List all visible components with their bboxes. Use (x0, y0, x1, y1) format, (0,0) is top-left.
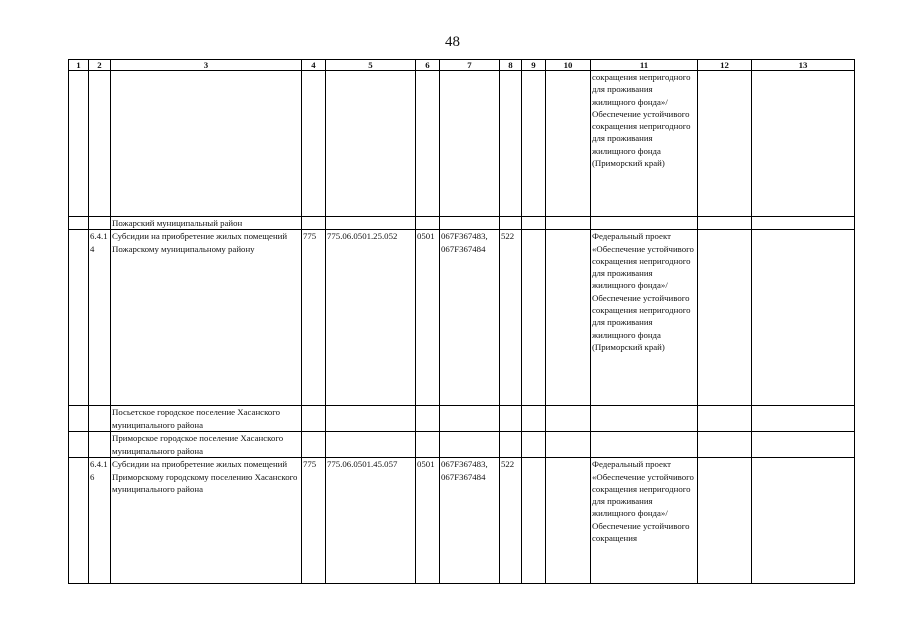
cell (522, 458, 546, 584)
cell (440, 217, 500, 230)
cell (69, 458, 89, 584)
cell (752, 458, 855, 584)
cell (302, 217, 326, 230)
cell (752, 432, 855, 458)
cell (591, 406, 698, 432)
cell (89, 217, 111, 230)
cell (89, 71, 111, 217)
cell: Федеральный проект «Обеспечение устойчивого сокращения непригодного для проживания жилищного фонда»/Обеспечение устойчивого сокращения (591, 458, 698, 584)
cell (69, 217, 89, 230)
cell (698, 458, 752, 584)
cell (89, 432, 111, 458)
cell: 0501 (416, 230, 440, 406)
cell: 775.06.0501.25.052 (326, 230, 416, 406)
cell (302, 406, 326, 432)
table-row (69, 230, 855, 406)
cell: 775 (302, 230, 326, 406)
cell (698, 71, 752, 217)
column-header: 8 (500, 60, 522, 71)
cell: 522 (500, 458, 522, 584)
column-header: 3 (111, 60, 302, 71)
cell (522, 71, 546, 217)
cell: 067F367483, 067F367484 (440, 230, 500, 406)
cell (522, 406, 546, 432)
cell (440, 71, 500, 217)
cell (111, 71, 302, 217)
cell: 775.06.0501.45.057 (326, 458, 416, 584)
cell (416, 406, 440, 432)
cell (416, 432, 440, 458)
cell (416, 217, 440, 230)
cell (326, 406, 416, 432)
cell: 775 (302, 458, 326, 584)
cell (302, 432, 326, 458)
cell: Посьетское городское поселение Хасанского муниципального района (111, 406, 302, 432)
cell (752, 406, 855, 432)
cell (500, 217, 522, 230)
cell (69, 230, 89, 406)
table-row (69, 432, 855, 458)
cell: 067F367483, 067F367484 (440, 458, 500, 584)
column-header: 7 (440, 60, 500, 71)
cell (326, 432, 416, 458)
cell (69, 71, 89, 217)
table-row (69, 71, 855, 217)
cell (546, 71, 591, 217)
cell (546, 217, 591, 230)
table-row (69, 406, 855, 432)
column-header: 13 (752, 60, 855, 71)
cell: Субсидии на приобретение жилых помещений Приморскому городскому поселению Хасанского муниципального района (111, 458, 302, 584)
cell (546, 432, 591, 458)
cell (69, 406, 89, 432)
header-row (69, 60, 855, 71)
cell (500, 71, 522, 217)
cell (326, 71, 416, 217)
cell (522, 432, 546, 458)
cell (752, 71, 855, 217)
cell (522, 230, 546, 406)
cell (546, 406, 591, 432)
cell (440, 432, 500, 458)
cell (698, 432, 752, 458)
cell (416, 71, 440, 217)
column-header: 12 (698, 60, 752, 71)
cell: Приморское городское поселение Хасанского муниципального района (111, 432, 302, 458)
cell (546, 230, 591, 406)
cell: 6.4.14 (89, 230, 111, 406)
cell (698, 406, 752, 432)
table-row (69, 458, 855, 584)
cell: 6.4.16 (89, 458, 111, 584)
column-header: 2 (89, 60, 111, 71)
column-header: 4 (302, 60, 326, 71)
column-header: 5 (326, 60, 416, 71)
cell (69, 432, 89, 458)
cell: Пожарский муниципальный район (111, 217, 302, 230)
budget-table (68, 59, 855, 584)
cell (698, 217, 752, 230)
cell (89, 406, 111, 432)
cell (440, 406, 500, 432)
cell (591, 432, 698, 458)
cell (698, 230, 752, 406)
page-number: 48 (445, 34, 460, 50)
table-row (69, 217, 855, 230)
cell (500, 406, 522, 432)
cell (522, 217, 546, 230)
cell (752, 230, 855, 406)
column-header: 6 (416, 60, 440, 71)
cell: Федеральный проект «Обеспечение устойчивого сокращения непригодного для проживания жилищного фонда»/Обеспечение устойчивого сокращения непригодного для проживания жилищного фонда (Приморский край) (591, 230, 698, 406)
cell: сокращения непригодного для проживания жилищного фонда»/Обеспечение устойчивого сокращения непригодного для проживания жилищного фонда (Приморский край) (591, 71, 698, 217)
cell (546, 458, 591, 584)
column-header: 9 (522, 60, 546, 71)
column-header: 11 (591, 60, 698, 71)
cell (591, 217, 698, 230)
cell: 522 (500, 230, 522, 406)
cell (752, 217, 855, 230)
cell (326, 217, 416, 230)
cell: 0501 (416, 458, 440, 584)
cell (500, 432, 522, 458)
column-header: 10 (546, 60, 591, 71)
cell (302, 71, 326, 217)
column-header: 1 (69, 60, 89, 71)
cell: Субсидии на приобретение жилых помещений Пожарскому муниципальному району (111, 230, 302, 406)
